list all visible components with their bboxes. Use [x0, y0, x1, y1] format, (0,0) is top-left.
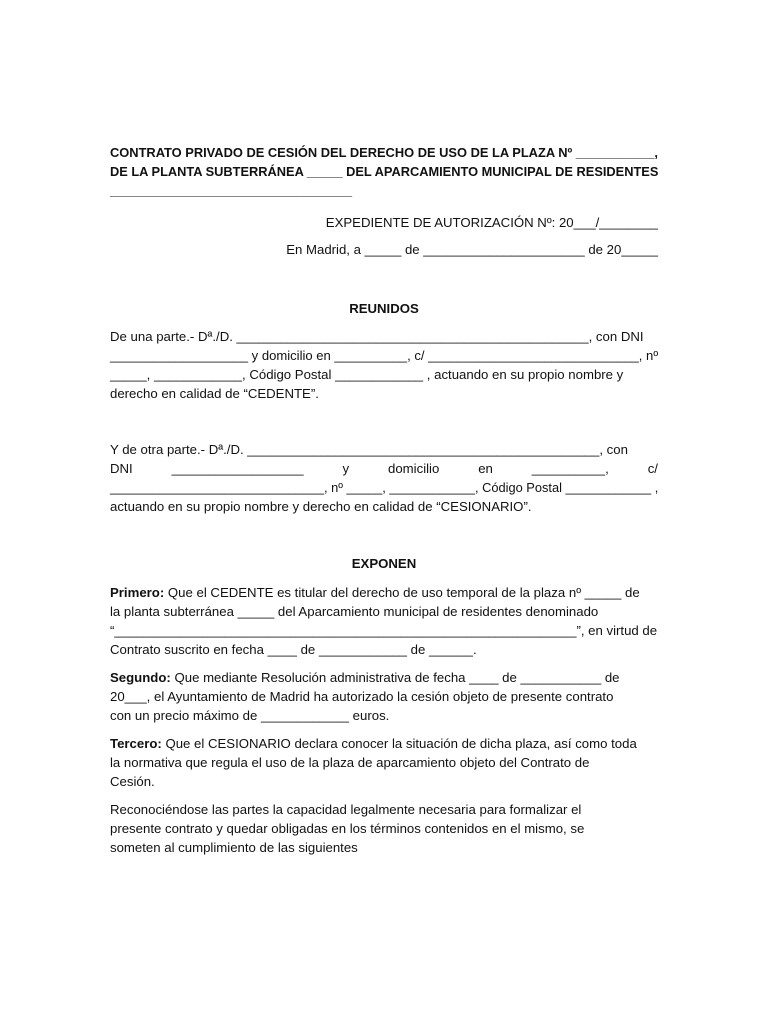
party1-line-1: De una parte.- Dª./D. ________________________________________________, con DNI [110, 329, 644, 344]
party2-word: en [478, 461, 493, 476]
segundo-line-1-text: Que mediante Resolución administrativa de fecha ____ de ___________ de [170, 670, 620, 685]
reunidos-heading: REUNIDOS [349, 301, 419, 316]
party2-word: __________________ [171, 461, 304, 476]
party1-line-4: derecho en calidad de “CEDENTE”. [110, 386, 319, 401]
segundo-line-2: 20___, el Ayuntamiento de Madrid ha autorizado la cesión objeto de presente contrato [110, 689, 614, 704]
party2-line-4: actuando en su propio nombre y derecho en calidad de “CESIONARIO”. [110, 499, 532, 514]
segundo-line-1 [110, 668, 658, 687]
title-line-1-text: CONTRATO PRIVADO DE CESIÓN DEL DERECHO DE USO DE LA PLAZA Nº ___________, [110, 145, 659, 160]
party2-word: DNI [110, 461, 133, 476]
expediente-line: EXPEDIENTE DE AUTORIZACIÓN Nº: 20___/________ [325, 215, 658, 230]
party2-word: __________, [531, 461, 609, 476]
party1-line-3: _____, ____________, Código Postal ____________ , actuando en su propio nombre y [110, 367, 624, 382]
primero-line-1 [110, 583, 658, 602]
contract-title [110, 143, 658, 200]
clause-segundo [110, 668, 658, 725]
title-line-3: _________________________________ [110, 183, 353, 198]
place-date-line: En Madrid, a _____ de ______________________ de 20_____ [286, 242, 658, 257]
party1-line-2: ___________________ y domicilio en __________, c/ _____________________________, nº [110, 348, 659, 363]
tercero-line-1 [110, 734, 658, 753]
party2-line-1: Y de otra parte.- Dª./D. ________________________________________________, con [110, 442, 628, 457]
party-cesionario [110, 440, 658, 516]
title-line-2-text: DE LA PLANTA SUBTERRÁNEA _____ DEL APARCAMIENTO MUNICIPAL DE RESIDENTES [110, 164, 659, 179]
tercero-line-3: Cesión. [110, 774, 155, 789]
tercero-line-2: la normativa que regula el uso de la plaza de aparcamiento objeto del Contrato de [110, 755, 590, 770]
exponen-heading: EXPONEN [351, 556, 417, 571]
tercero-label: Tercero: [110, 736, 162, 751]
closing-line-2: presente contrato y quedar obligadas en los términos contenidos en el mismo, se [110, 821, 585, 836]
primero-line-3: “_______________________________________________________________”, en virtud de [110, 623, 658, 638]
title-line-2 [110, 162, 658, 181]
party2-line-2 [110, 459, 658, 478]
party-cedente [110, 327, 658, 403]
clause-primero [110, 583, 658, 659]
closing-line-1: Reconociéndose las partes la capacidad legalmente necesaria para formalizar el [110, 802, 582, 817]
contract-document [110, 143, 658, 857]
segundo-label: Segundo: [110, 670, 171, 685]
primero-line-1-text: Que el CEDENTE es titular del derecho de uso temporal de la plaza nº _____ de [164, 585, 640, 600]
primero-line-2: la planta subterránea _____ del Aparcamiento municipal de residentes denominado [110, 604, 599, 619]
title-line-1 [110, 143, 658, 162]
segundo-line-3: con un precio máximo de ____________ euros. [110, 708, 390, 723]
party2-word: c/ [647, 461, 658, 476]
closing-paragraph [110, 800, 658, 857]
party2-word: y [342, 461, 350, 476]
primero-line-4: Contrato suscrito en fecha ____ de ____________ de ______. [110, 642, 477, 657]
party2-line-3: ______________________________, nº _____, ____________, Código Postal ____________ , [110, 480, 659, 495]
party2-word: domicilio [388, 461, 440, 476]
clause-tercero [110, 734, 658, 791]
tercero-line-1-text: Que el CESIONARIO declara conocer la situación de dicha plaza, así como toda [161, 736, 637, 751]
closing-line-3: someten al cumplimiento de las siguientes [110, 840, 358, 855]
primero-label: Primero: [110, 585, 165, 600]
